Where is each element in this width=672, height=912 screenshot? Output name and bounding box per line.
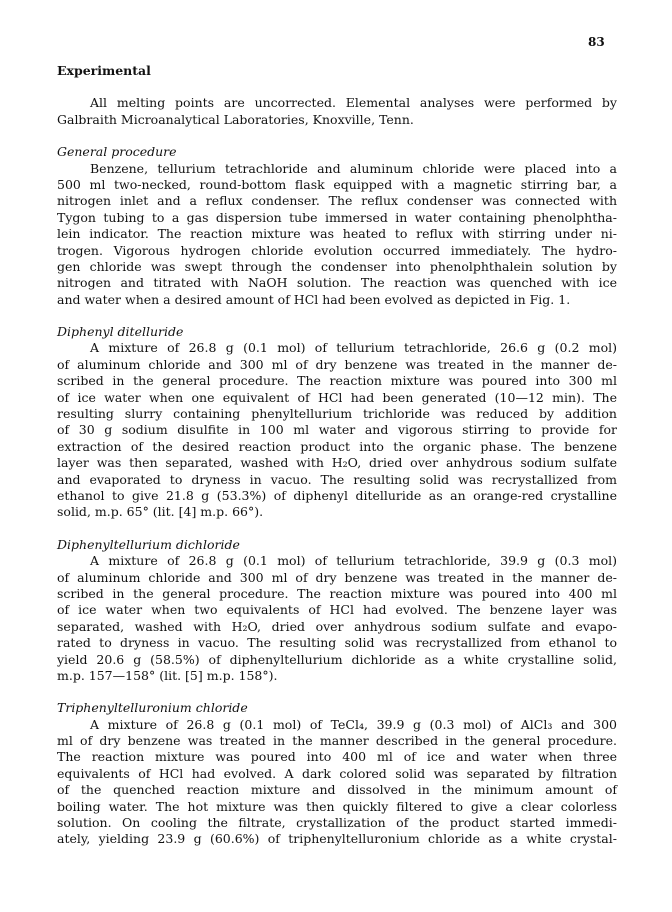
paragraph-line: yield 20.6 g (58.5%) of diphenyltellurium dichloride as a white crystalline solid,: [57, 651, 617, 667]
section-diphenyl-ditelluride: [57, 324, 617, 521]
paragraph-line: resulting slurry containing phenyltellurium trichloride was reduced by addition: [57, 406, 617, 422]
section-diphenyltellurium-dichloride: [57, 537, 617, 685]
paragraph-line: of ice water when one equivalent of HCl had been generated (10—12 min). The: [57, 389, 617, 405]
paragraph-line: Galbraith Microanalytical Laboratories, Knoxville, Tenn.: [57, 111, 414, 127]
paragraph-line: of the quenched reaction mixture and dissolved in the minimum amount of: [57, 782, 617, 798]
paragraph-line: gen chloride was swept through the condenser into phenolphthalein solution by: [57, 258, 617, 274]
paragraph-line: of aluminum chloride and 300 ml of dry benzene was treated in the manner de-: [57, 569, 617, 585]
section-triphenyltelluronium-chloride: [57, 700, 617, 848]
paragraph-line: and water when a desired amount of HCl had been evolved as depicted in Fig. 1.: [57, 291, 571, 307]
paragraph-line: lein indicator. The reaction mixture was heated to reflux with stirring under ni-: [57, 226, 617, 242]
paragraph-line: nitrogen inlet and a reflux condenser. The reflux condenser was connected with: [57, 193, 617, 209]
paragraph-line: m.p. 157—158° (lit. [5] m.p. 158°).: [57, 667, 278, 683]
subsection-heading: Diphenyl ditelluride: [57, 324, 184, 340]
subsection-heading: Diphenyltellurium dichloride: [57, 536, 240, 552]
paragraph-line: solid, m.p. 65° (lit. [4] m.p. 66°).: [57, 504, 264, 520]
paragraph-line: Benzene, tellurium tetrachloride and aluminum chloride were placed into a: [90, 160, 617, 176]
section-title: Experimental: [57, 63, 151, 78]
paragraph-line: ml of dry benzene was treated in the manner described in the general procedure.: [57, 733, 617, 749]
page-number: 83: [588, 35, 605, 49]
paragraph-line: trogen. Vigorous hydrogen chloride evolution occurred immediately. The hydro-: [57, 242, 617, 258]
paragraph-line: rated to dryness in vacuo. The resulting solid was recrystallized from ethanol to: [57, 635, 617, 651]
paragraph-line: ethanol to give 21.8 g (53.3%) of diphenyl ditelluride as an orange-red crystalline: [57, 487, 617, 503]
paragraph-line: equivalents of HCl had evolved. A dark colored solid was separated by filtration: [57, 765, 617, 781]
paragraph-line: layer was then separated, washed with H₂O, dried over anhydrous sodium sulfate: [57, 455, 617, 471]
paragraph-line: of 30 g sodium disulfite in 100 ml water and vigorous stirring to provide for: [57, 422, 617, 438]
paragraph-line: scribed in the general procedure. The reaction mixture was poured into 400 ml: [57, 585, 617, 601]
paragraph-line: extraction of the desired reaction product into the organic phase. The benzene: [57, 438, 617, 454]
subsection-heading: General procedure: [57, 144, 177, 160]
section-general-procedure: [57, 144, 617, 308]
paragraph-line: solution. On cooling the filtrate, crystallization of the product started immedi-: [57, 815, 617, 831]
paragraph-line: boiling water. The hot mixture was then quickly filtered to give a clear colorless: [57, 798, 617, 814]
paragraph-line: A mixture of 26.8 g (0.1 mol) of tellurium tetrachloride, 39.9 g (0.3 mol): [90, 553, 617, 569]
paragraph-line: The reaction mixture was poured into 400 ml of ice and water when three: [57, 749, 617, 765]
paragraph-line: and evaporated to dryness in vacuo. The resulting solid was recrystallized from: [57, 471, 617, 487]
paragraph-line: 500 ml two-necked, round-bottom flask equipped with a magnetic stirring bar, a: [57, 176, 617, 192]
paragraph-line: of aluminum chloride and 300 ml of dry benzene was treated in the manner de-: [57, 356, 617, 372]
paragraph-line: A mixture of 26.8 g (0.1 mol) of TeCl₄, 39.9 g (0.3 mol) of AlCl₃ and 300: [90, 716, 617, 732]
paragraph-line: nitrogen and titrated with NaOH solution. The reaction was quenched with ice: [57, 275, 617, 291]
paragraph-line: of ice water when two equivalents of HCl had evolved. The benzene layer was: [57, 602, 617, 618]
intro-paragraph: [57, 95, 617, 128]
article-body: [57, 63, 617, 848]
paragraph-line: scribed in the general procedure. The reaction mixture was poured into 300 ml: [57, 373, 617, 389]
paragraph-line: All melting points are uncorrected. Elemental analyses were performed by: [90, 95, 617, 111]
subsection-heading: Triphenyltelluronium chloride: [57, 700, 248, 716]
paragraph-line: ately, yielding 23.9 g (60.6%) of triphenyltelluronium chloride as a white crystal-: [57, 831, 617, 847]
paragraph-line: A mixture of 26.8 g (0.1 mol) of tellurium tetrachloride, 26.6 g (0.2 mol): [90, 340, 617, 356]
paragraph-line: separated, washed with H₂O, dried over anhydrous sodium sulfate and evapo-: [57, 618, 617, 634]
paragraph-line: Tygon tubing to a gas dispersion tube immersed in water containing phenolphtha-: [57, 209, 617, 225]
